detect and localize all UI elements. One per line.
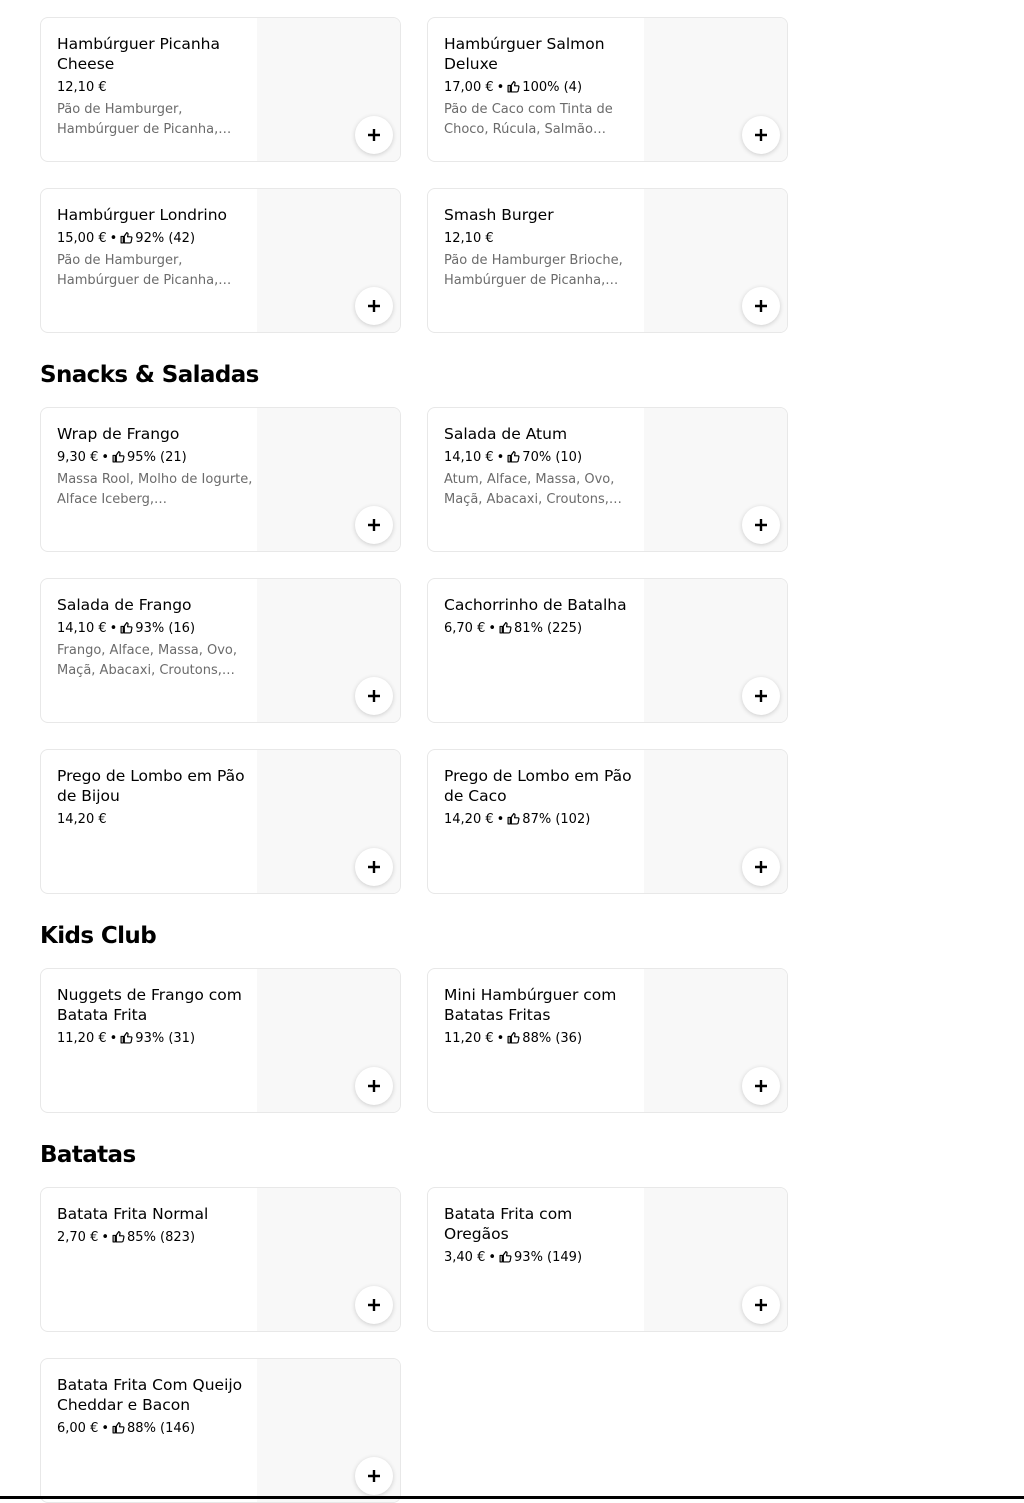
separator-dot: • (101, 1230, 110, 1245)
plus-icon (367, 1469, 381, 1483)
item-title: Batata Frita Normal (57, 1205, 209, 1223)
plus-icon (754, 1298, 768, 1312)
menu-item-card[interactable] (40, 749, 401, 894)
thumbs-up-icon (507, 812, 520, 825)
item-info (57, 34, 253, 140)
item-meta (444, 1030, 640, 1048)
item-rating: 92% (42) (135, 231, 196, 246)
item-meta (57, 1420, 253, 1438)
menu-item-card[interactable] (427, 968, 788, 1113)
plus-icon (367, 299, 381, 313)
item-meta (57, 230, 253, 248)
add-item-button[interactable] (742, 506, 780, 544)
item-price: 14,10 € (57, 621, 107, 636)
menu-item-card[interactable] (427, 578, 788, 723)
item-info (444, 595, 640, 638)
item-title: Wrap de Frango (57, 425, 180, 443)
add-item-button[interactable] (355, 677, 393, 715)
add-item-button[interactable] (742, 116, 780, 154)
item-rating: 85% (823) (127, 1230, 196, 1245)
item-info (444, 205, 640, 291)
plus-icon (367, 128, 381, 142)
item-info (57, 766, 253, 829)
item-title: Mini Hambúrguer com Batatas Fritas (444, 986, 617, 1024)
item-price: 12,10 € (444, 231, 494, 246)
menu-item-card[interactable] (427, 1187, 788, 1332)
menu-item-card[interactable] (40, 188, 401, 333)
item-description: Massa Rool, Molho de Iogurte, Alface Iceberg,… (57, 472, 253, 507)
item-rating: 81% (225) (514, 621, 583, 636)
item-info (444, 985, 640, 1048)
separator-dot: • (109, 231, 118, 246)
add-item-button[interactable] (355, 1457, 393, 1495)
menu-item-card[interactable] (40, 407, 401, 552)
item-description: Pão de Hamburger, Hambúrguer de Picanha,… (57, 253, 232, 288)
item-meta (444, 79, 640, 97)
item-meta (57, 620, 253, 638)
add-item-button[interactable] (355, 116, 393, 154)
item-meta (444, 1249, 640, 1267)
item-title: Hambúrguer Londrino (57, 206, 228, 224)
thumbs-up-icon (112, 1230, 125, 1243)
item-meta (57, 811, 253, 829)
item-price: 11,20 € (57, 1031, 107, 1046)
item-price: 14,20 € (444, 812, 494, 827)
item-rating: 93% (149) (514, 1250, 583, 1265)
separator-dot: • (488, 621, 497, 636)
plus-icon (754, 1079, 768, 1093)
thumbs-up-icon (507, 450, 520, 463)
plus-icon (754, 128, 768, 142)
item-price: 14,10 € (444, 450, 494, 465)
item-price: 2,70 € (57, 1230, 99, 1245)
item-description: Atum, Alface, Massa, Ovo, Maçã, Abacaxi, Croutons,… (444, 472, 622, 507)
plus-icon (367, 860, 381, 874)
add-item-button[interactable] (742, 1286, 780, 1324)
item-info (57, 595, 253, 681)
item-rating-group (485, 1250, 582, 1265)
thumbs-up-icon (120, 1031, 133, 1044)
menu-item-card[interactable] (40, 968, 401, 1113)
separator-dot: • (101, 450, 110, 465)
item-info (444, 34, 640, 140)
item-title: Salada de Atum (444, 425, 568, 443)
menu-item-card[interactable] (40, 1358, 401, 1503)
item-price: 3,40 € (444, 1250, 486, 1265)
item-rating-group (494, 812, 591, 827)
menu-item-card[interactable] (40, 17, 401, 162)
item-info (57, 205, 253, 291)
separator-dot: • (109, 621, 118, 636)
separator-dot: • (496, 1031, 505, 1046)
separator-dot: • (109, 1031, 118, 1046)
separator-dot: • (488, 1250, 497, 1265)
plus-icon (754, 518, 768, 532)
item-info (57, 985, 253, 1048)
separator-dot: • (496, 450, 505, 465)
menu-item-card[interactable] (40, 578, 401, 723)
item-rating: 100% (4) (522, 80, 583, 95)
item-rating: 87% (102) (522, 812, 591, 827)
item-title: Hambúrguer Salmon Deluxe (444, 35, 605, 73)
plus-icon (754, 689, 768, 703)
plus-icon (754, 860, 768, 874)
item-rating-group (98, 1421, 195, 1436)
item-title: Batata Frita com Oregãos (444, 1205, 573, 1243)
thumbs-up-icon (112, 1421, 125, 1434)
thumbs-up-icon (120, 621, 133, 634)
separator-dot: • (101, 1421, 110, 1436)
item-rating: 88% (36) (522, 1031, 583, 1046)
item-rating: 70% (10) (522, 450, 583, 465)
thumbs-up-icon (499, 1250, 512, 1263)
item-rating: 88% (146) (127, 1421, 196, 1436)
add-item-button[interactable] (355, 1286, 393, 1324)
item-meta (444, 811, 640, 829)
add-item-button[interactable] (355, 1067, 393, 1105)
item-price: 9,30 € (57, 450, 99, 465)
thumbs-up-icon (120, 231, 133, 244)
item-info (444, 1204, 640, 1267)
item-rating-group (107, 231, 195, 246)
thumbs-up-icon (507, 80, 520, 93)
item-meta (57, 449, 253, 467)
plus-icon (754, 299, 768, 313)
item-title: Cachorrinho de Batalha (444, 596, 627, 614)
section-title-snacks-saladas: Snacks & Saladas (40, 362, 259, 388)
item-meta (444, 449, 640, 467)
item-meta (57, 1030, 253, 1048)
item-title: Smash Burger (444, 206, 554, 224)
item-meta (444, 620, 640, 638)
add-item-button[interactable] (742, 677, 780, 715)
item-price: 15,00 € (57, 231, 107, 246)
item-title: Salada de Frango (57, 596, 192, 614)
menu-item-card[interactable] (427, 749, 788, 894)
item-rating-group (494, 450, 582, 465)
add-item-button[interactable] (355, 506, 393, 544)
item-title: Prego de Lombo em Pão de Bijou (57, 767, 245, 805)
item-rating-group (494, 1031, 582, 1046)
item-price: 14,20 € (57, 812, 107, 827)
menu-item-card[interactable] (427, 188, 788, 333)
plus-icon (367, 689, 381, 703)
item-rating-group (98, 1230, 195, 1245)
plus-icon (367, 1298, 381, 1312)
thumbs-up-icon (499, 621, 512, 634)
item-rating: 93% (31) (135, 1031, 196, 1046)
section-title-kids-club: Kids Club (40, 923, 157, 949)
item-meta (57, 1229, 253, 1247)
menu-item-card[interactable] (40, 1187, 401, 1332)
item-price: 11,20 € (444, 1031, 494, 1046)
item-price: 12,10 € (57, 80, 107, 95)
item-rating-group (494, 80, 582, 95)
item-price: 6,70 € (444, 621, 486, 636)
separator-dot: • (496, 812, 505, 827)
menu-item-card[interactable] (427, 407, 788, 552)
item-rating-group (107, 1031, 195, 1046)
separator-dot: • (496, 80, 505, 95)
item-info (444, 424, 640, 510)
plus-icon (367, 1079, 381, 1093)
item-description: Pão de Hamburger Brioche, Hambúrguer de Picanha,… (444, 253, 623, 288)
thumbs-up-icon (507, 1031, 520, 1044)
item-price: 6,00 € (57, 1421, 99, 1436)
item-description: Pão de Caco com Tinta de Choco, Rúcula, Salmão… (444, 102, 613, 137)
add-item-button[interactable] (742, 848, 780, 886)
item-title: Hambúrguer Picanha Cheese (57, 35, 220, 73)
add-item-button[interactable] (742, 1067, 780, 1105)
item-info (444, 766, 640, 829)
item-description: Pão de Hamburger, Hambúrguer de Picanha,… (57, 102, 232, 137)
add-item-button[interactable] (355, 848, 393, 886)
item-info (57, 1375, 253, 1438)
menu-item-card[interactable] (427, 17, 788, 162)
item-rating-group (98, 450, 186, 465)
section-title-batatas: Batatas (40, 1142, 136, 1168)
item-meta (444, 230, 640, 248)
plus-icon (367, 518, 381, 532)
item-price: 17,00 € (444, 80, 494, 95)
item-title: Nuggets de Frango com Batata Frita (57, 986, 242, 1024)
item-info (57, 1204, 253, 1247)
item-rating-group (107, 621, 195, 636)
item-title: Batata Frita Com Queijo Cheddar e Bacon (57, 1376, 243, 1414)
add-item-button[interactable] (355, 287, 393, 325)
thumbs-up-icon (112, 450, 125, 463)
add-item-button[interactable] (742, 287, 780, 325)
item-meta (57, 79, 253, 97)
item-title: Prego de Lombo em Pão de Caco (444, 767, 632, 805)
item-rating-group (485, 621, 582, 636)
item-description: Frango, Alface, Massa, Ovo, Maçã, Abacaxi, Croutons,… (57, 643, 237, 678)
item-rating: 93% (16) (135, 621, 196, 636)
item-info (57, 424, 253, 510)
item-rating: 95% (21) (127, 450, 187, 465)
